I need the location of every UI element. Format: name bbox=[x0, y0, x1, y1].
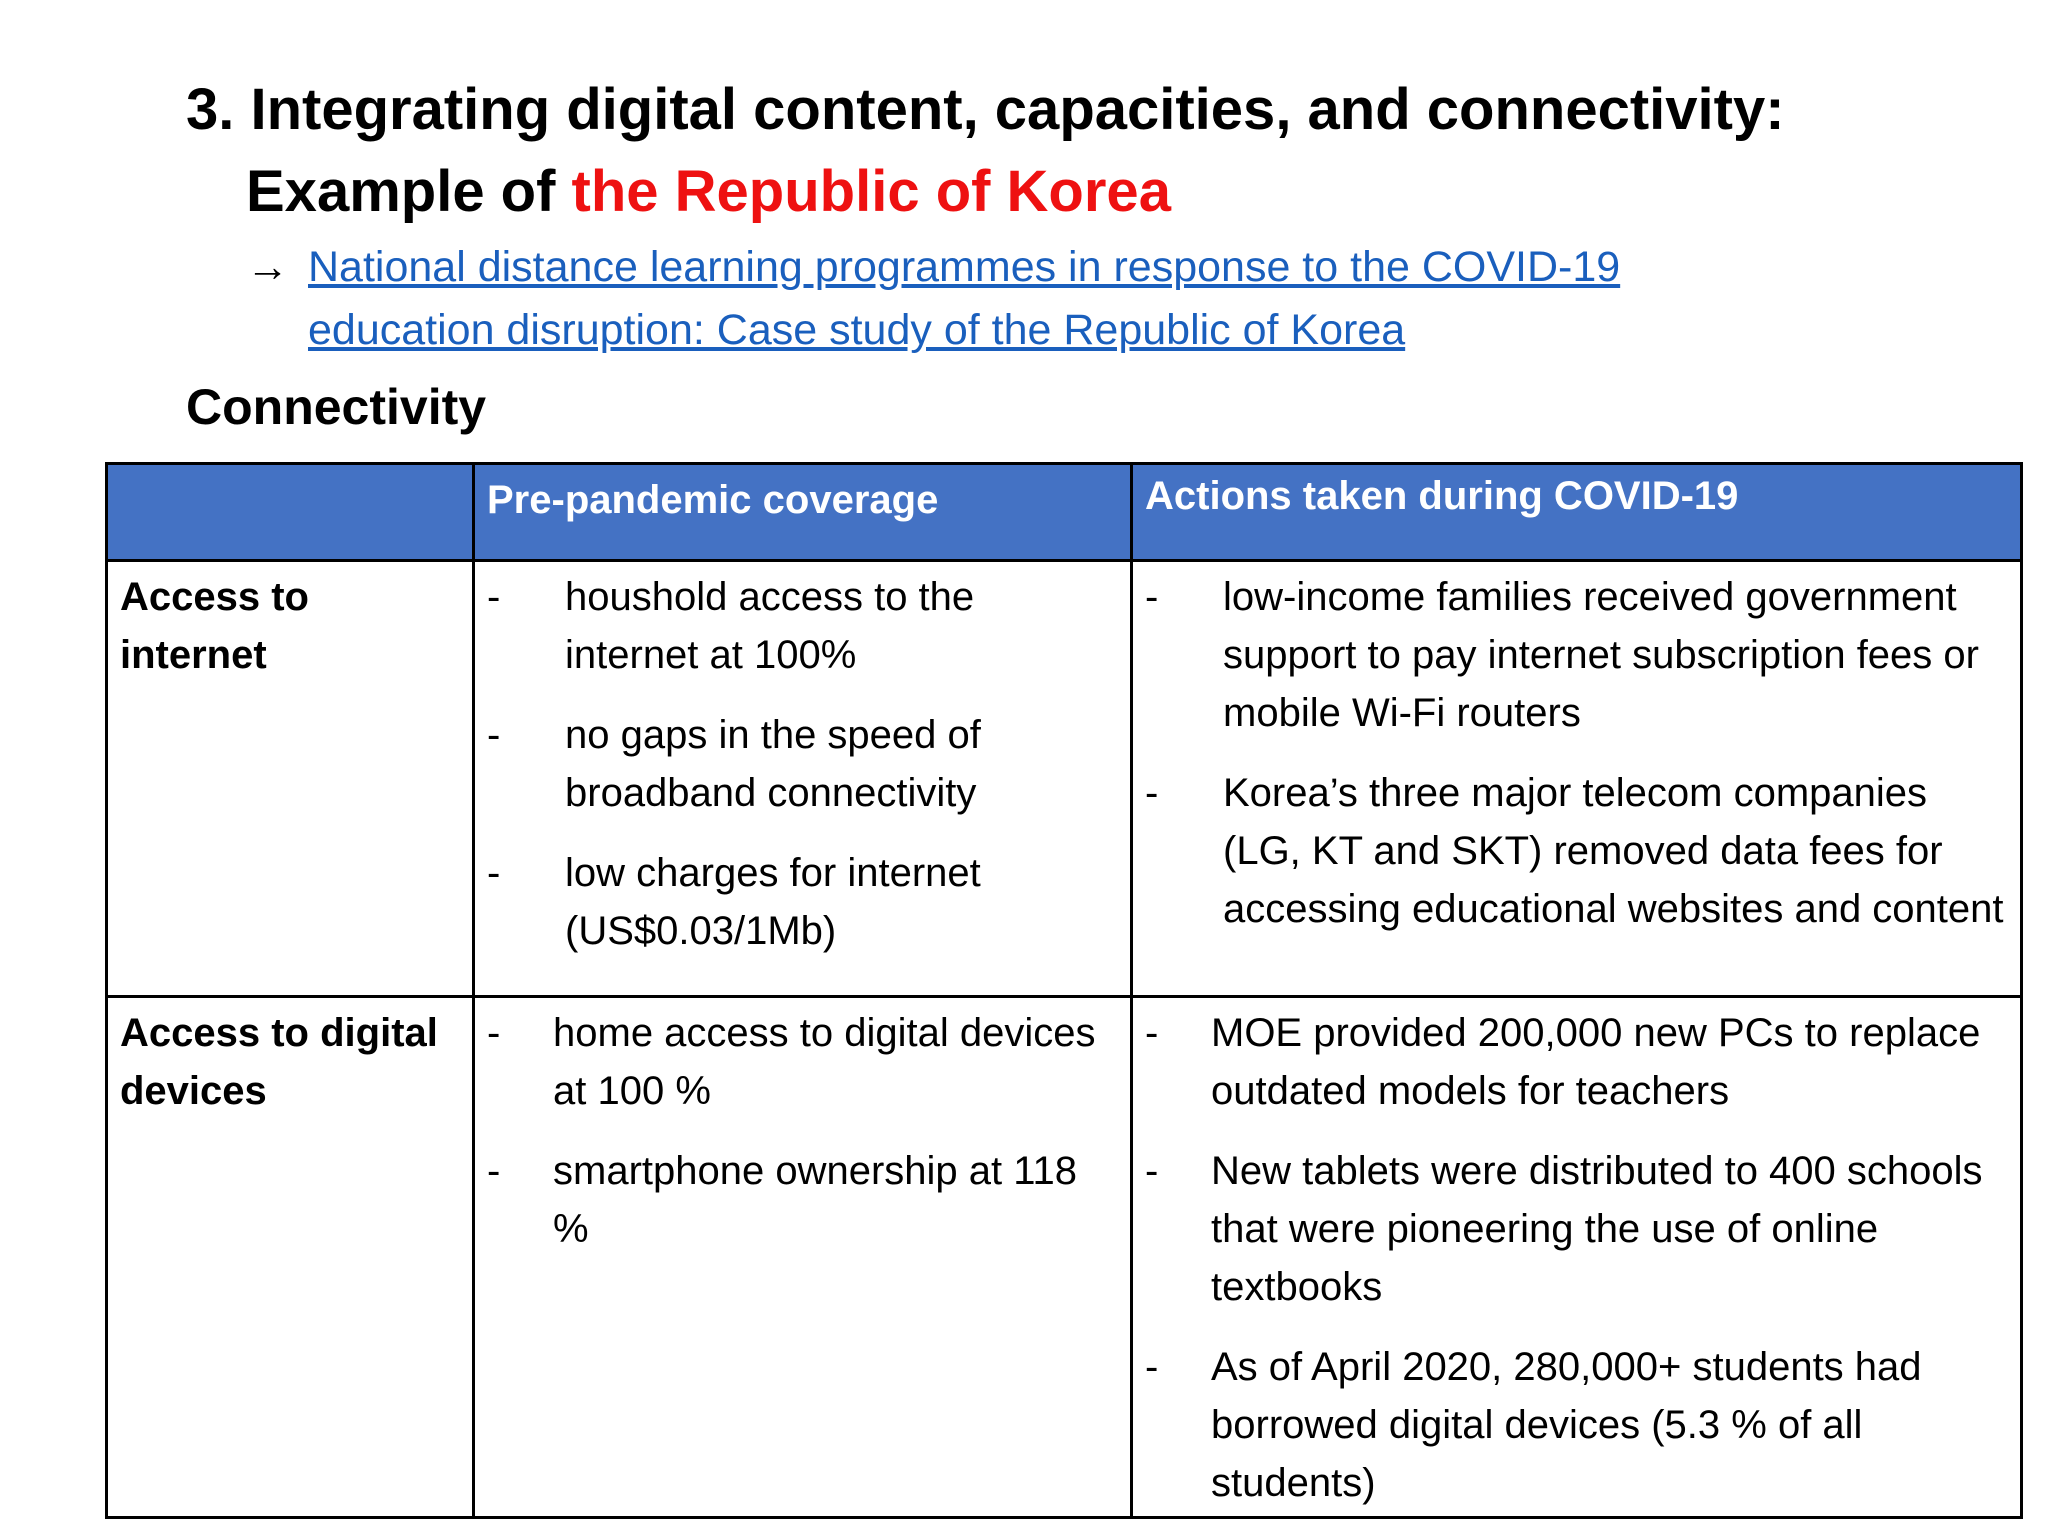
internet-actions-cell bbox=[1132, 561, 2022, 997]
list-item bbox=[1145, 764, 2008, 938]
list-item bbox=[487, 1004, 1118, 1120]
bullet-text: home access to digital devices at 100 % bbox=[553, 1011, 1096, 1113]
list-item bbox=[487, 706, 1118, 822]
bullet-text: smartphone ownership at 118 % bbox=[553, 1149, 1078, 1251]
slide-subtitle bbox=[246, 154, 1171, 230]
list-item bbox=[487, 1142, 1118, 1258]
table-row-internet bbox=[107, 561, 2022, 997]
bullet-text: no gaps in the speed of broadband connectivity bbox=[565, 713, 981, 815]
row-label-internet: Access to internet bbox=[107, 561, 474, 997]
bullet-dash: - bbox=[1145, 575, 1159, 619]
section-heading: Connectivity bbox=[186, 379, 487, 435]
internet-pre-pandemic-cell bbox=[474, 561, 1132, 997]
list-item bbox=[1145, 1338, 2008, 1512]
subtitle-highlight: the Republic of Korea bbox=[571, 159, 1171, 224]
case-study-link[interactable] bbox=[308, 236, 1786, 362]
slide-title: 3. Integrating digital content, capacities, and connectivity: bbox=[186, 77, 1785, 142]
case-study-link-line1: National distance learning programmes in response to the COVID-19 bbox=[308, 243, 1621, 291]
list-item bbox=[1145, 1142, 2008, 1316]
list-item bbox=[487, 568, 1118, 684]
connectivity-table bbox=[105, 462, 2023, 1519]
bullet-text: low-income families received government support to pay internet subscription fees or mobile Wi-Fi routers bbox=[1223, 575, 1979, 735]
reference-link-row bbox=[246, 236, 1786, 362]
subtitle-prefix: Example of bbox=[246, 159, 572, 224]
bullet-dash: - bbox=[1145, 1011, 1159, 1055]
header-pre-pandemic: Pre-pandemic coverage bbox=[474, 464, 1132, 561]
arrow-right-icon: → bbox=[246, 243, 289, 291]
bullet-dash: - bbox=[487, 575, 501, 619]
bullet-text: Korea’s three major telecom companies (LG, KT and SKT) removed data fees for accessing educational websites and content bbox=[1223, 771, 2004, 931]
bullet-dash: - bbox=[1145, 771, 1159, 815]
row-label-devices: Access to digital devices bbox=[107, 997, 474, 1518]
devices-actions-cell bbox=[1132, 997, 2022, 1518]
bullet-dash: - bbox=[487, 1149, 501, 1193]
case-study-link-line2: education disruption: Case study of the Republic of Korea bbox=[308, 306, 1406, 354]
list-item bbox=[1145, 1004, 2008, 1120]
header-actions-covid: Actions taken during COVID-19 bbox=[1132, 464, 2022, 561]
bullet-text: low charges for internet (US$0.03/1Mb) bbox=[565, 851, 981, 953]
list-item bbox=[1145, 568, 2008, 742]
bullet-text: New tablets were distributed to 400 schools that were pioneering the use of online textbooks bbox=[1211, 1149, 1983, 1309]
bullet-dash: - bbox=[487, 713, 501, 757]
bullet-text: MOE provided 200,000 new PCs to replace outdated models for teachers bbox=[1211, 1011, 1981, 1113]
bullet-text: houshold access to the internet at 100% bbox=[565, 575, 975, 677]
table-header-row bbox=[107, 464, 2022, 561]
header-empty-cell bbox=[107, 464, 474, 561]
bullet-dash: - bbox=[487, 1011, 501, 1055]
bullet-text: As of April 2020, 280,000+ students had borrowed digital devices (5.3 % of all students) bbox=[1211, 1345, 1922, 1505]
list-item bbox=[487, 844, 1118, 960]
bullet-dash: - bbox=[1145, 1345, 1159, 1389]
table-row-devices bbox=[107, 997, 2022, 1518]
devices-pre-pandemic-cell bbox=[474, 997, 1132, 1518]
bullet-dash: - bbox=[1145, 1149, 1159, 1193]
bullet-dash: - bbox=[487, 851, 501, 895]
